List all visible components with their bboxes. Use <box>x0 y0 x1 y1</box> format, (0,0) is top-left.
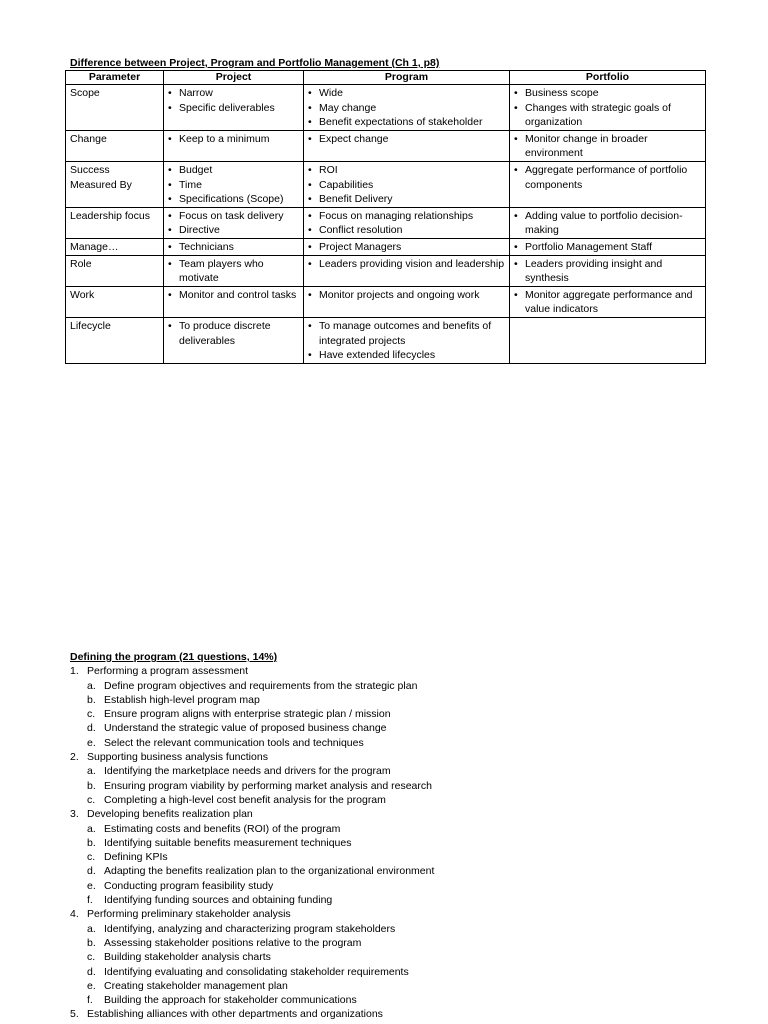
sub-item-letter: d. <box>87 865 96 878</box>
project-bullet-list <box>168 86 299 115</box>
sub-item-text: Creating stakeholder management plan <box>104 979 288 992</box>
sub-item <box>70 721 750 735</box>
sub-item-letter: f. <box>87 994 93 1007</box>
sub-item-letter: c. <box>87 951 96 964</box>
item-number: 5. <box>70 1008 79 1021</box>
portfolio-cell <box>510 130 706 161</box>
sub-item-letter: c. <box>87 851 96 864</box>
sub-item <box>70 922 750 936</box>
sub-item <box>70 679 750 693</box>
bullet-item: • Directive <box>168 223 299 238</box>
sub-item-text: Select the relevant communication tools and techniques <box>104 736 364 749</box>
sub-item <box>70 950 750 964</box>
sub-item-letter: d. <box>87 965 96 978</box>
sub-item <box>70 936 750 950</box>
parameter-cell: Manage… <box>66 238 164 255</box>
header-portfolio: Portfolio <box>510 71 706 85</box>
bullet-item: • Expect change <box>308 132 505 147</box>
sub-item-text: Identifying the marketplace needs and drivers for the program <box>104 765 391 778</box>
bullet-item: • Aggregate performance of portfolio components <box>514 163 701 192</box>
program-bullet-list <box>308 240 505 255</box>
table-body <box>66 85 706 364</box>
parameter-cell: Scope <box>66 85 164 131</box>
item-text: Establishing alliances with other departments and organizations <box>87 1008 383 1021</box>
sub-item-letter: e. <box>87 979 96 992</box>
project-bullet-list <box>168 209 299 238</box>
portfolio-cell <box>510 161 706 207</box>
program-cell <box>304 207 510 238</box>
sub-item-text: Identifying suitable benefits measurement techniques <box>104 836 352 849</box>
sub-item <box>70 993 750 1007</box>
sub-item-letter: b. <box>87 693 96 706</box>
bullet-item: • Specifications (Scope) <box>168 192 299 207</box>
sub-item-text: Estimating costs and benefits (ROI) of the program <box>104 822 341 835</box>
table-row <box>66 207 706 238</box>
section-list <box>70 664 750 1021</box>
sub-item-letter: f. <box>87 894 93 907</box>
bullet-item: • Monitor change in broader environment <box>514 132 701 161</box>
list-item <box>70 750 750 764</box>
sub-item-letter: e. <box>87 736 96 749</box>
portfolio-bullet-list <box>514 163 701 192</box>
item-number: 4. <box>70 908 79 921</box>
item-text: Supporting business analysis functions <box>87 751 268 764</box>
sub-item <box>70 736 750 750</box>
portfolio-cell <box>510 207 706 238</box>
program-cell <box>304 286 510 317</box>
parameter-cell: Lifecycle <box>66 317 164 363</box>
sub-item-text: Building the approach for stakeholder communications <box>104 994 357 1007</box>
sub-item <box>70 707 750 721</box>
defining-program-section <box>70 650 750 1022</box>
project-cell <box>164 317 304 363</box>
sub-item-text: Ensuring program viability by performing market analysis and research <box>104 779 432 792</box>
bullet-item: • Time <box>168 178 299 193</box>
bullet-item: • Adding value to portfolio decision-making <box>514 209 701 238</box>
portfolio-cell <box>510 238 706 255</box>
header-project: Project <box>164 71 304 85</box>
portfolio-cell <box>510 317 706 363</box>
sub-item-text: Ensure program aligns with enterprise strategic plan / mission <box>104 708 391 721</box>
bullet-item: • Monitor and control tasks <box>168 288 299 303</box>
portfolio-bullet-list <box>514 209 701 238</box>
table-row <box>66 161 706 207</box>
portfolio-bullet-list <box>514 257 701 286</box>
portfolio-bullet-list <box>514 240 701 255</box>
program-bullet-list <box>308 319 505 363</box>
sub-item <box>70 822 750 836</box>
parameter-cell: Work <box>66 286 164 317</box>
sub-item-letter: b. <box>87 779 96 792</box>
bullet-item: • Capabilities <box>308 178 505 193</box>
bullet-item: • Project Managers <box>308 240 505 255</box>
bullet-item: • Keep to a minimum <box>168 132 299 147</box>
list-item <box>70 664 750 678</box>
bullet-item: • To produce discrete deliverables <box>168 319 299 348</box>
program-bullet-list <box>308 209 505 238</box>
program-cell <box>304 85 510 131</box>
bullet-item: • Monitor aggregate performance and value indicators <box>514 288 701 317</box>
sub-item-text: Assessing stakeholder positions relative to the program <box>104 936 362 949</box>
project-cell <box>164 161 304 207</box>
bullet-item: • ROI <box>308 163 505 178</box>
bullet-item: • Business scope <box>514 86 701 101</box>
sub-item-letter: a. <box>87 822 96 835</box>
table-row <box>66 238 706 255</box>
item-text: Developing benefits realization plan <box>87 808 253 821</box>
bullet-item: • Leaders providing insight and synthesis <box>514 257 701 286</box>
sub-item <box>70 965 750 979</box>
portfolio-bullet-list <box>514 288 701 317</box>
item-number: 1. <box>70 665 79 678</box>
table-row <box>66 255 706 286</box>
parameter-cell: Role <box>66 255 164 286</box>
project-cell <box>164 238 304 255</box>
bullet-item: • Portfolio Management Staff <box>514 240 701 255</box>
sub-item <box>70 836 750 850</box>
parameter-cell: Leadership focus <box>66 207 164 238</box>
bullet-item: • Benefit Delivery <box>308 192 505 207</box>
bullet-item: • Conflict resolution <box>308 223 505 238</box>
program-cell <box>304 255 510 286</box>
sub-item-letter: c. <box>87 793 96 806</box>
list-item <box>70 1007 750 1021</box>
sub-item <box>70 879 750 893</box>
bullet-item: • Specific deliverables <box>168 101 299 116</box>
item-text: Performing preliminary stakeholder analysis <box>87 908 291 921</box>
project-bullet-list <box>168 163 299 207</box>
comparison-table <box>65 70 706 364</box>
sub-item-letter: b. <box>87 836 96 849</box>
portfolio-cell <box>510 286 706 317</box>
header-program: Program <box>304 71 510 85</box>
sub-item-letter: a. <box>87 765 96 778</box>
sub-item-letter: a. <box>87 679 96 692</box>
program-bullet-list <box>308 288 505 303</box>
sub-item-text: Defining KPIs <box>104 851 168 864</box>
sub-item-text: Completing a high-level cost benefit analysis for the program <box>104 793 386 806</box>
table-row <box>66 286 706 317</box>
sub-item-text: Establish high-level program map <box>104 693 260 706</box>
table-title: Difference between Project, Program and Portfolio Management (Ch 1, p8) <box>70 57 440 69</box>
item-text: Performing a program assessment <box>87 665 249 678</box>
program-bullet-list <box>308 132 505 147</box>
program-cell <box>304 317 510 363</box>
project-cell <box>164 130 304 161</box>
project-bullet-list <box>168 288 299 303</box>
sub-item-text: Identifying evaluating and consolidating stakeholder requirements <box>104 965 409 978</box>
program-cell <box>304 238 510 255</box>
bullet-item: • Team players who motivate <box>168 257 299 286</box>
program-cell <box>304 161 510 207</box>
program-cell <box>304 130 510 161</box>
sub-item-letter: a. <box>87 922 96 935</box>
sub-item-letter: d. <box>87 722 96 735</box>
sub-item-text: Building stakeholder analysis charts <box>104 951 271 964</box>
item-number: 2. <box>70 751 79 764</box>
bullet-item: • Technicians <box>168 240 299 255</box>
sub-item-letter: b. <box>87 936 96 949</box>
program-bullet-list <box>308 86 505 130</box>
project-bullet-list <box>168 132 299 147</box>
bullet-item: • Have extended lifecycles <box>308 348 505 363</box>
project-cell <box>164 255 304 286</box>
bullet-item: • Changes with strategic goals of organization <box>514 101 701 130</box>
sub-item <box>70 793 750 807</box>
program-bullet-list <box>308 257 505 272</box>
parameter-cell: Success Measured By <box>66 161 164 207</box>
section-title: Defining the program (21 questions, 14%) <box>70 651 278 663</box>
project-bullet-list <box>168 319 299 348</box>
item-number: 3. <box>70 808 79 821</box>
sub-item-text: Understand the strategic value of proposed business change <box>104 722 387 735</box>
sub-item-text: Adapting the benefits realization plan to the organizational environment <box>104 865 435 878</box>
bullet-item: • Narrow <box>168 86 299 101</box>
sub-item-text: Conducting program feasibility study <box>104 879 274 892</box>
table-row <box>66 317 706 363</box>
project-bullet-list <box>168 257 299 286</box>
sub-item <box>70 779 750 793</box>
sub-item <box>70 893 750 907</box>
bullet-item: • Budget <box>168 163 299 178</box>
sub-item <box>70 693 750 707</box>
portfolio-bullet-list <box>514 132 701 161</box>
bullet-item: • Benefit expectations of stakeholder <box>308 115 505 130</box>
portfolio-cell <box>510 255 706 286</box>
sub-item-text: Identifying, analyzing and characterizing program stakeholders <box>104 922 396 935</box>
bullet-item: • Leaders providing vision and leadership <box>308 257 505 272</box>
project-bullet-list <box>168 240 299 255</box>
bullet-item: • Focus on managing relationships <box>308 209 505 224</box>
table-header-row <box>66 71 706 85</box>
portfolio-bullet-list <box>514 86 701 130</box>
bullet-item: • Monitor projects and ongoing work <box>308 288 505 303</box>
bullet-item: • To manage outcomes and benefits of integrated projects <box>308 319 505 348</box>
sub-item-text: Identifying funding sources and obtaining funding <box>104 894 333 907</box>
bullet-item: • Wide <box>308 86 505 101</box>
table-row <box>66 130 706 161</box>
bullet-item: • Focus on task delivery <box>168 209 299 224</box>
sub-item-letter: e. <box>87 879 96 892</box>
sub-item <box>70 979 750 993</box>
portfolio-cell <box>510 85 706 131</box>
parameter-cell: Change <box>66 130 164 161</box>
sub-item <box>70 764 750 778</box>
project-cell <box>164 286 304 317</box>
sub-item-text: Define program objectives and requirements from the strategic plan <box>104 679 418 692</box>
table-row <box>66 85 706 131</box>
project-cell <box>164 85 304 131</box>
sub-item <box>70 864 750 878</box>
sub-item-letter: c. <box>87 708 96 721</box>
project-cell <box>164 207 304 238</box>
program-bullet-list <box>308 163 505 207</box>
list-item <box>70 807 750 821</box>
list-item <box>70 907 750 921</box>
header-parameter: Parameter <box>66 71 164 85</box>
bullet-item: • May change <box>308 101 505 116</box>
sub-item <box>70 850 750 864</box>
